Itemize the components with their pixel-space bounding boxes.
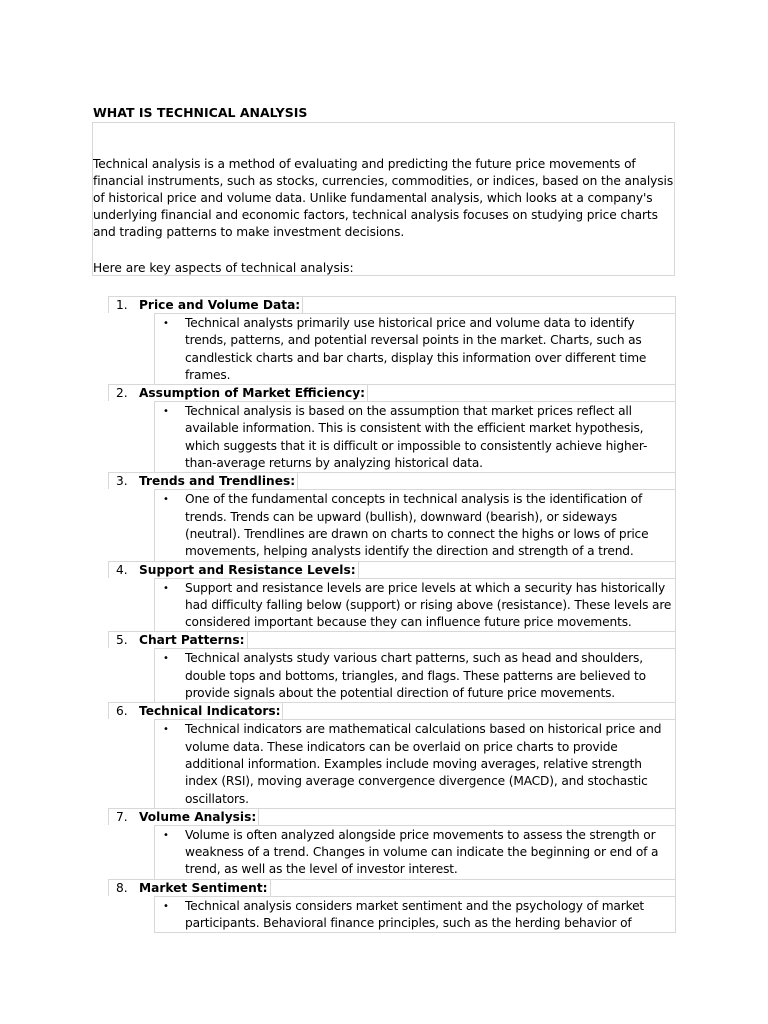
list-item-description: Technical indicators are mathematical calculations based on historical price and volume data. These indicators can be overlaid on price charts to provide additional information. Examples include moving averages, relative strength index (RSI), moving average convergence divergence (MACD), and stochastic oscillators. bbox=[185, 722, 662, 806]
list-item-body bbox=[154, 719, 676, 807]
list-item-heading bbox=[108, 384, 676, 401]
list-item-title: Assumption of Market Efficiency: bbox=[139, 385, 368, 401]
bullet-icon: • bbox=[163, 829, 169, 841]
list-item-title: Price and Volume Data: bbox=[139, 297, 303, 313]
list-item-heading bbox=[108, 472, 676, 489]
list-item-number: 7. bbox=[116, 809, 128, 824]
list-item-body bbox=[154, 825, 676, 879]
list-item-number: 1. bbox=[116, 298, 128, 312]
list-item-number: 3. bbox=[116, 474, 128, 489]
list-item-body bbox=[154, 313, 676, 384]
bullet-icon: • bbox=[163, 724, 169, 736]
list-item-description: Support and resistance levels are price levels at which a security has historically had difficulty falling below (support) or rising above (resistance). These levels are considered important because they can influence future price movements. bbox=[185, 580, 672, 630]
bullet-icon: • bbox=[163, 318, 169, 329]
list-item-description: Technical analysis is based on the assumption that market prices reflect all available information. This is consistent with the efficient market hypothesis, which suggests that it is difficult or impossible to consistently achieve higher-than-average returns by analyzing historical data. bbox=[185, 404, 648, 471]
list-item-heading bbox=[108, 702, 676, 719]
list-item-description: Technical analysis considers market sentiment and the psychology of market participants. Behavioral finance principles, such as the herding behavior of bbox=[185, 898, 645, 931]
list-item-number: 5. bbox=[116, 633, 128, 648]
bullet-icon: • bbox=[163, 653, 169, 665]
list-item-title: Volume Analysis: bbox=[139, 809, 259, 825]
list-item-number: 8. bbox=[116, 880, 128, 895]
document-title: WHAT IS TECHNICAL ANALYSIS bbox=[93, 105, 308, 120]
list-item-title: Trends and Trendlines: bbox=[139, 473, 298, 489]
list-item-number: 2. bbox=[116, 386, 128, 401]
intro-paragraph: Technical analysis is a method of evaluating and predicting the future price movements of financial instruments, such as stocks, currencies, commodities, or indices, based on the analysis of historical price and volume data. Unlike fundamental analysis, which looks at a company's underlying financial and economic factors, technical analysis focuses on studying price charts and trading patterns to make investment decisions. bbox=[93, 157, 674, 239]
list-item-number: 6. bbox=[116, 704, 128, 719]
list-item-heading bbox=[108, 879, 676, 896]
list-item-heading bbox=[108, 561, 676, 578]
list-item-description: One of the fundamental concepts in technical analysis is the identification of trends. Trends can be upward (bullish), downward (bearish), or sideways (neutral). Trendlines are drawn on charts to connect the highs or lows of price movements, helping analysts identify the direction and strength of a trend. bbox=[185, 492, 649, 559]
list-bottom-border bbox=[154, 932, 676, 933]
list-item-title: Market Sentiment: bbox=[139, 880, 271, 896]
list-item-description: Volume is often analyzed alongside price movements to assess the strength or weakness of a trend. Changes in volume can indicate the beginning or end of a trend, as well as the level of investor interest. bbox=[185, 827, 659, 877]
list-item-description: Technical analysts primarily use historical price and volume data to identify trends, patterns, and potential reversal points in the market. Charts, such as candlestick charts and bar charts, display this information over different time frames. bbox=[185, 316, 647, 382]
bullet-icon: • bbox=[163, 900, 169, 912]
key-aspects-list bbox=[108, 296, 676, 933]
intro-lead-sentence: Here are key aspects of technical analysis: bbox=[93, 261, 354, 275]
list-item-heading bbox=[108, 296, 676, 313]
list-item-heading bbox=[108, 808, 676, 825]
list-item-title: Support and Resistance Levels: bbox=[139, 562, 359, 578]
list-item-heading bbox=[108, 631, 676, 648]
list-item-body bbox=[154, 648, 676, 702]
list-item-title: Technical Indicators: bbox=[139, 703, 283, 719]
list-item-body bbox=[154, 489, 676, 560]
bullet-icon: • bbox=[163, 494, 169, 506]
list-item-body bbox=[154, 896, 676, 933]
list-item-body bbox=[154, 401, 676, 472]
list-item-body bbox=[154, 578, 676, 632]
bullet-icon: • bbox=[163, 406, 169, 418]
bullet-icon: • bbox=[163, 582, 169, 594]
list-item-title: Chart Patterns: bbox=[139, 632, 248, 648]
list-item-description: Technical analysts study various chart patterns, such as head and shoulders, double tops and bottoms, triangles, and flags. These patterns are believed to provide signals about the potential direction of future price movements. bbox=[185, 651, 646, 701]
list-item-number: 4. bbox=[116, 562, 128, 577]
